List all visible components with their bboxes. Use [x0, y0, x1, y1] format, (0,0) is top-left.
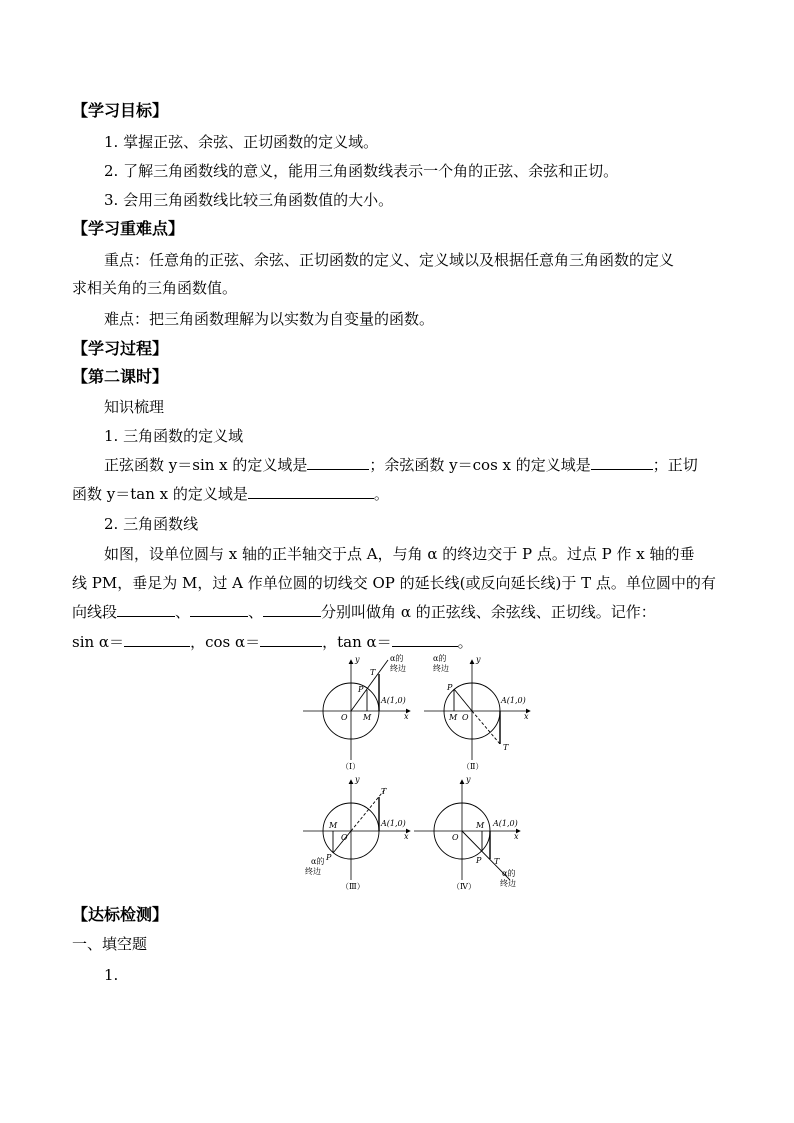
y-label: y	[355, 775, 360, 784]
m-label: M	[363, 713, 372, 722]
caption: （Ⅲ）	[341, 882, 365, 891]
terminal-label: 终边	[305, 867, 321, 876]
trig-line-desc-1: 如图，设单位圆与 x 轴的正半轴交于点 A，与角 α 的终边交于 P 点。过点 P 作 x 轴的垂	[104, 545, 695, 563]
x-label: x	[404, 712, 409, 721]
terminal-label: 终边	[390, 664, 406, 673]
terminal-side	[454, 689, 472, 711]
terminal-label: α的	[502, 869, 516, 878]
separator: 、	[175, 603, 191, 621]
section-1-title: 1. 三角函数的定义域	[104, 427, 244, 445]
y-label: y	[355, 655, 360, 664]
t-label: T	[381, 787, 387, 796]
fill-in-section: 一、填空题	[72, 935, 148, 953]
lesson-heading: 【第二课时】	[72, 367, 169, 386]
m-label: M	[449, 713, 458, 722]
caption: （Ⅱ）	[462, 762, 484, 771]
p-label: P	[476, 856, 482, 865]
tan-label: ，tan α＝	[322, 633, 392, 651]
tangent-prefix: ；正切	[652, 456, 698, 474]
focus-text-cont: 求相关角的三角函数值。	[72, 279, 238, 297]
trig-line-names-text: 分别叫做角 α 的正弦线、余弦线、正切线。记作：	[321, 603, 656, 621]
question-1: 1.	[104, 966, 119, 984]
knowledge-label: 知识梳理	[104, 398, 165, 416]
m-label: M	[329, 821, 338, 830]
origin-label: O	[462, 713, 469, 722]
figure-4	[414, 775, 520, 891]
objective-item: 2. 了解三角函数线的意义，能用三角函数线表示一个角的正弦、余弦和正切。	[104, 162, 619, 180]
difficulty-text: 难点：把三角函数理解为以实数为自变量的函数。	[104, 310, 435, 328]
m-label: M	[476, 821, 485, 830]
cosine-domain-text: ；余弦函数 y＝cos x 的定义域是	[369, 456, 591, 474]
p-label: P	[326, 853, 332, 862]
terminal-label: 终边	[500, 879, 516, 888]
figure-3	[303, 775, 410, 891]
focus-text: 重点：任意角的正弦、余弦、正切函数的定义、定义域以及根据任意角三角函数的定义	[104, 251, 675, 269]
separator: 、	[248, 603, 264, 621]
x-label: x	[524, 712, 529, 721]
figure-2	[424, 653, 530, 771]
period: 。	[373, 485, 389, 503]
cos-label: ，cos α＝	[190, 633, 261, 651]
x-label: x	[514, 832, 519, 841]
a-label: A(1,0)	[381, 696, 406, 705]
p-label: P	[358, 685, 364, 694]
section-2-title: 2. 三角函数线	[104, 515, 199, 533]
origin-label: O	[341, 713, 348, 722]
a-label: A(1,0)	[493, 819, 518, 828]
origin-label: O	[341, 833, 348, 842]
origin-label: O	[452, 833, 459, 842]
figure-1	[303, 653, 410, 771]
objectives-heading: 【学习目标】	[72, 101, 169, 120]
sin-label: sin α＝	[72, 633, 125, 651]
y-label: y	[466, 775, 471, 784]
caption: （Ⅰ）	[341, 762, 361, 771]
t-label: T	[503, 743, 509, 752]
sine-domain-text: 正弦函数 y＝sin x 的定义域是	[104, 456, 308, 474]
terminal-label: 终边	[433, 664, 449, 673]
p-label: P	[447, 683, 453, 692]
a-label: A(1,0)	[381, 819, 406, 828]
terminal-label: α的	[433, 654, 447, 663]
directed-segment-text: 向线段	[72, 603, 118, 621]
objective-item: 1. 掌握正弦、余弦、正切函数的定义域。	[104, 133, 379, 151]
caption: （Ⅳ）	[452, 882, 476, 891]
x-label: x	[404, 832, 409, 841]
terminal-label: α的	[311, 857, 325, 866]
tangent-domain-text: 函数 y＝tan x 的定义域是	[72, 485, 248, 503]
key-points-heading: 【学习重难点】	[72, 219, 185, 238]
t-label: T	[494, 857, 500, 866]
process-heading: 【学习过程】	[72, 339, 169, 358]
trig-line-desc-2: 线 PM，垂足为 M，过 A 作单位圆的切线交 OP 的延长线(或反向延长线)于 T 点。单位圆中的有	[72, 574, 716, 592]
period: 。	[457, 633, 473, 651]
y-label: y	[476, 655, 481, 664]
t-label: T	[370, 668, 376, 677]
a-label: A(1,0)	[501, 696, 526, 705]
objective-item: 3. 会用三角函数线比较三角函数值的大小。	[104, 191, 394, 209]
check-heading: 【达标检测】	[72, 905, 169, 924]
terminal-label: α的	[390, 654, 404, 663]
